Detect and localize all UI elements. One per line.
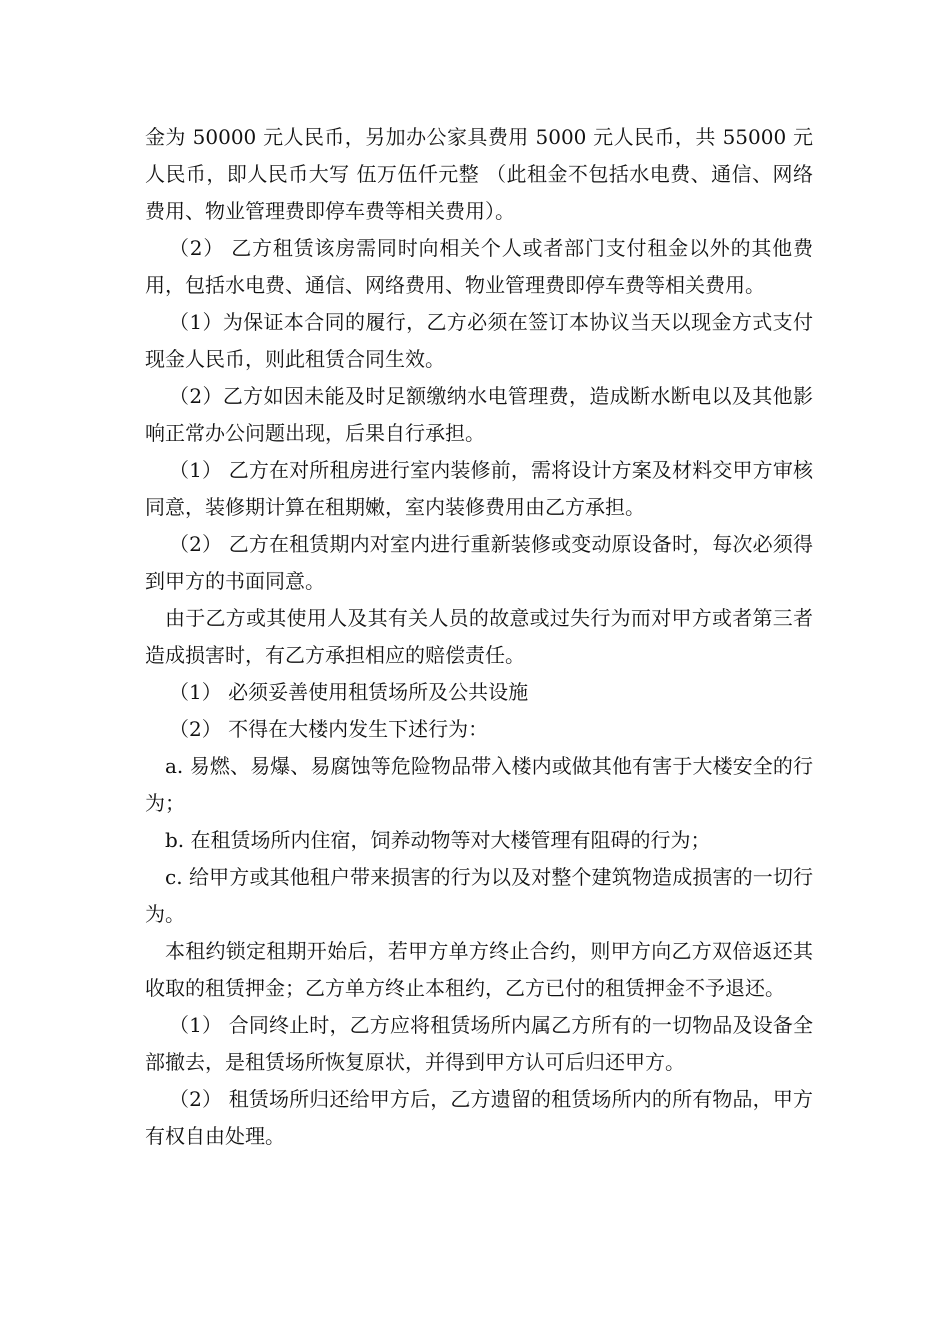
list-item-damage-acts: c. 给甲方或其他租户带来损害的行为以及对整个建筑物造成损害的一切行为。 xyxy=(145,865,813,926)
list-item-lodging-pets: b. 在租赁场所内住宿，饲养动物等对大楼管理有阻碍的行为； xyxy=(165,828,711,852)
paragraph-other-fees: （2） 乙方租赁该房需同时向相关个人或者部门支付租金以外的其他费用，包括水电费、通信、网络费用、物业管理费即停车费等相关费用。 xyxy=(145,236,813,297)
paragraph-rent-amount: 金为 50000 元人民币，另加办公家具费用 5000 元人民币，共 55000 元人民币，即人民币大写 伍万伍仟元整 （此租金不包括水电费、通信、网络费用、物业管理费即停车费等相关费用）。 xyxy=(145,125,813,223)
paragraph-renovation-approval: （1） 乙方在对所租房进行室内装修前，需将设计方案及材料交甲方审核同意，装修期计算在租期嫩，室内装修费用由乙方承担。 xyxy=(145,458,813,519)
paragraph-renovation-consent: （2） 乙方在租赁期内对室内进行重新装修或变动原设备时，每次必须得到甲方的书面同意。 xyxy=(145,532,813,593)
paragraph-restore-premises: （1） 合同终止时，乙方应将租赁场所内属乙方所有的一切物品及设备全部撤去，是租赁场所恢复原状，并得到甲方认可后归还甲方。 xyxy=(145,1013,813,1074)
contract-text-body xyxy=(145,119,813,1155)
paragraph-contract-effective: （1）为保证本合同的履行，乙方必须在签订本协议当天以现金方式支付现金人民币，则此租赁合同生效。 xyxy=(145,310,813,371)
paragraph-damage-liability: 由于乙方或其使用人及其有关人员的故意或过失行为而对甲方或者第三者造成损害时，有乙方承担相应的赔偿责任。 xyxy=(145,606,813,667)
list-item-hazardous-goods: a. 易燃、易爆、易腐蚀等危险物品带入楼内或做其他有害于大楼安全的行为； xyxy=(145,754,813,815)
paragraph-prohibited-acts: （2） 不得在大楼内发生下述行为： xyxy=(169,717,489,741)
paragraph-termination-deposit: 本租约锁定租期开始后，若甲方单方终止合约，则甲方向乙方双倍返还其收取的租赁押金；乙方单方终止本租约，乙方已付的租赁押金不予退还。 xyxy=(145,939,813,1000)
paragraph-utility-payment: （2）乙方如因未能及时足额缴纳水电管理费，造成断水断电以及其他影响正常办公问题出现，后果自行承担。 xyxy=(145,384,813,445)
paragraph-left-items: （2） 租赁场所归还给甲方后，乙方遗留的租赁场所内的所有物品，甲方有权自由处理。 xyxy=(145,1087,813,1148)
paragraph-proper-use: （1） 必须妥善使用租赁场所及公共设施 xyxy=(169,680,529,704)
